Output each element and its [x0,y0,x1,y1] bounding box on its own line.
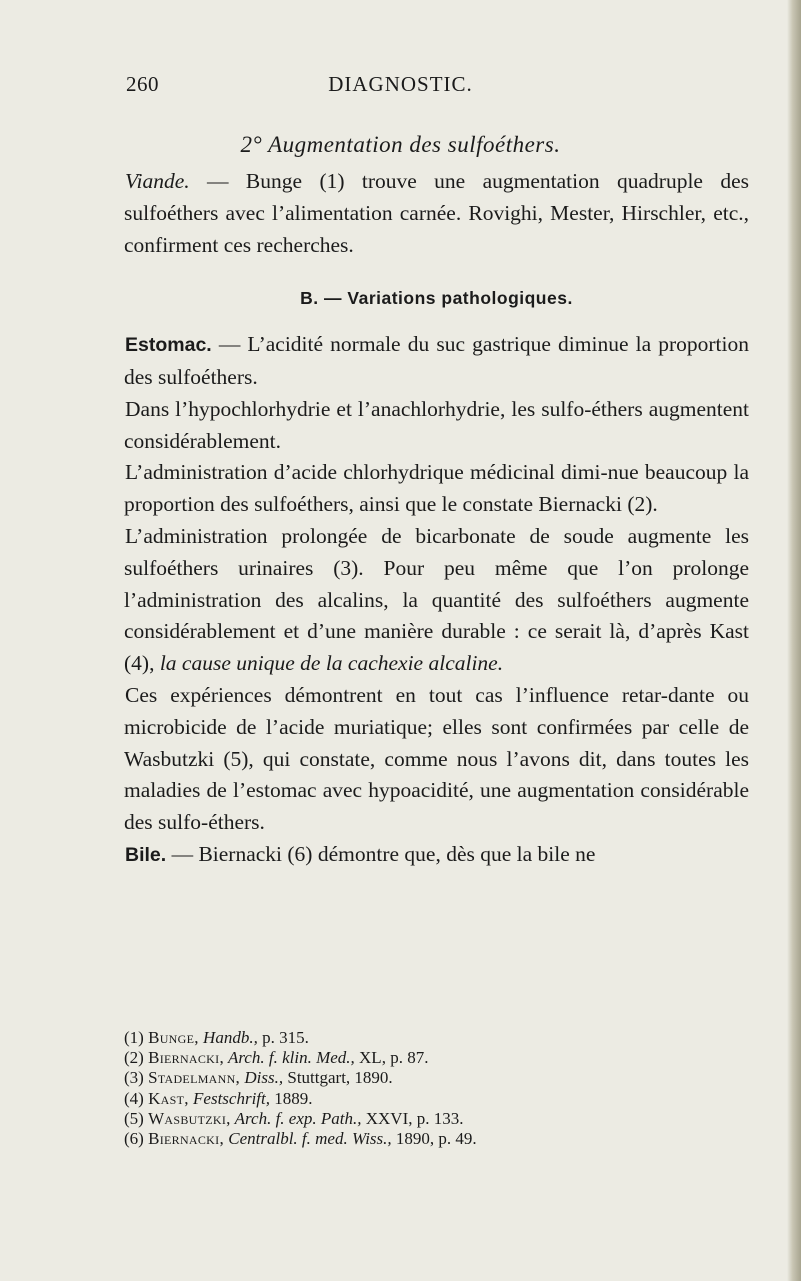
footnote-author: Biernacki, [148,1048,224,1068]
footnotes [124,1028,764,1149]
paragraph-text: L’administration prolongée de bicarbonate de soude augmente les sulfoéthers urinaires (3). Pour peu même que l’on prolonge l’administration des alcalins, la quantité des sulfoéthers augmente considérablement et d’une manière durable : ce serait là, d’après Kast (4), [124,523,749,676]
footnote-author: Bunge, [148,1028,199,1047]
footnote-number: (6) [124,1129,149,1149]
paragraph-estomac [124,329,749,394]
footnote [124,1068,764,1088]
paragraph-lead: Estomac. [125,334,212,357]
page-edge-shadow [787,0,801,1281]
footnote-author: Biernacki, [148,1129,224,1149]
section-title: 2° Augmentation des sulfoéthers. [240,132,561,157]
paragraph-lead: Viande. [125,169,190,193]
footnote [124,1089,764,1109]
paragraph-bile [124,839,749,872]
footnote-work: Arch. f. exp. Path., [230,1108,362,1128]
footnote-work: Diss., [240,1068,284,1088]
subheading: B. — Variations pathologiques. [300,288,573,309]
footnote-ref: XXVI, p. 133. [361,1108,464,1128]
paragraph-italic: la cause unique de la cachexie alcaline. [159,651,504,676]
footnote [124,1109,764,1129]
paragraph-hypochlorhydrie: Dans l’hypochlorhydrie et l’anachlorhydrie, les sulfo-éthers augmentent considérablement. [124,396,749,453]
footnote [124,1048,764,1068]
paragraph-bicarbonate [124,521,749,680]
paragraph-lead: Bile. [125,843,167,866]
footnote [124,1129,764,1149]
paragraph-text: — L’acidité normale du suc gastrique diminue la proportion des sulfoéthers. [124,332,749,389]
footnote-ref: Stuttgart, 1890. [283,1068,393,1088]
paragraph-viande [124,166,749,261]
running-title: DIAGNOSTIC. [328,72,473,96]
footnote-work: Festschrift, [188,1088,270,1108]
footnote-ref: XL, p. 87. [354,1048,429,1068]
footnote-author: Kast, [148,1088,189,1108]
footnote-number: (1) [124,1028,149,1047]
paragraph-text: — Biernacki (6) démontre que, dès que la bile ne [166,841,596,866]
footnote-work: Arch. f. klin. Med., [224,1048,355,1068]
paragraph-acide-chlorhydrique: L’administration d’acide chlorhydrique médicinal dimi-nue beaucoup la proportion des sulfoéthers, ainsi que le constate Biernacki (2). [124,460,749,517]
footnote-work: Handb., [198,1028,258,1047]
footnote-number: (5) [124,1108,149,1128]
paragraph-experiences: Ces expériences démontrent en tout cas l’influence retar-dante ou microbicide de l’acide muriatique; elles sont confirmées par celle de Wasbutzki (5), qui constate, comme nous l’avons dit, dans toutes les maladies de l’estomac avec hypoacidité, une augmentation considérable des sulfo-éthers. [124,682,749,835]
page-header [0,72,801,102]
footnote-number: (3) [124,1068,149,1088]
footnote-work: Centralbl. f. med. Wiss., [224,1129,392,1149]
footnote-ref: p. 315. [257,1028,309,1047]
footnote-ref: 1889. [270,1088,313,1108]
footnote [124,1028,764,1048]
paragraph-text: — Bunge (1) trouve une augmentation quadruple des sulfoéthers avec l’alimentation carnée. Rovighi, Mester, Hirschler, etc., confirment ces recherches. [124,169,749,257]
footnote-number: (2) [124,1048,149,1068]
footnote-ref: 1890, p. 49. [391,1129,477,1149]
footnote-number: (4) [124,1088,149,1108]
footnote-author: Stadelmann, [148,1068,241,1088]
body-text [124,166,749,872]
footnote-author: Wasbutzki, [148,1108,231,1128]
page-number: 260 [126,72,159,96]
